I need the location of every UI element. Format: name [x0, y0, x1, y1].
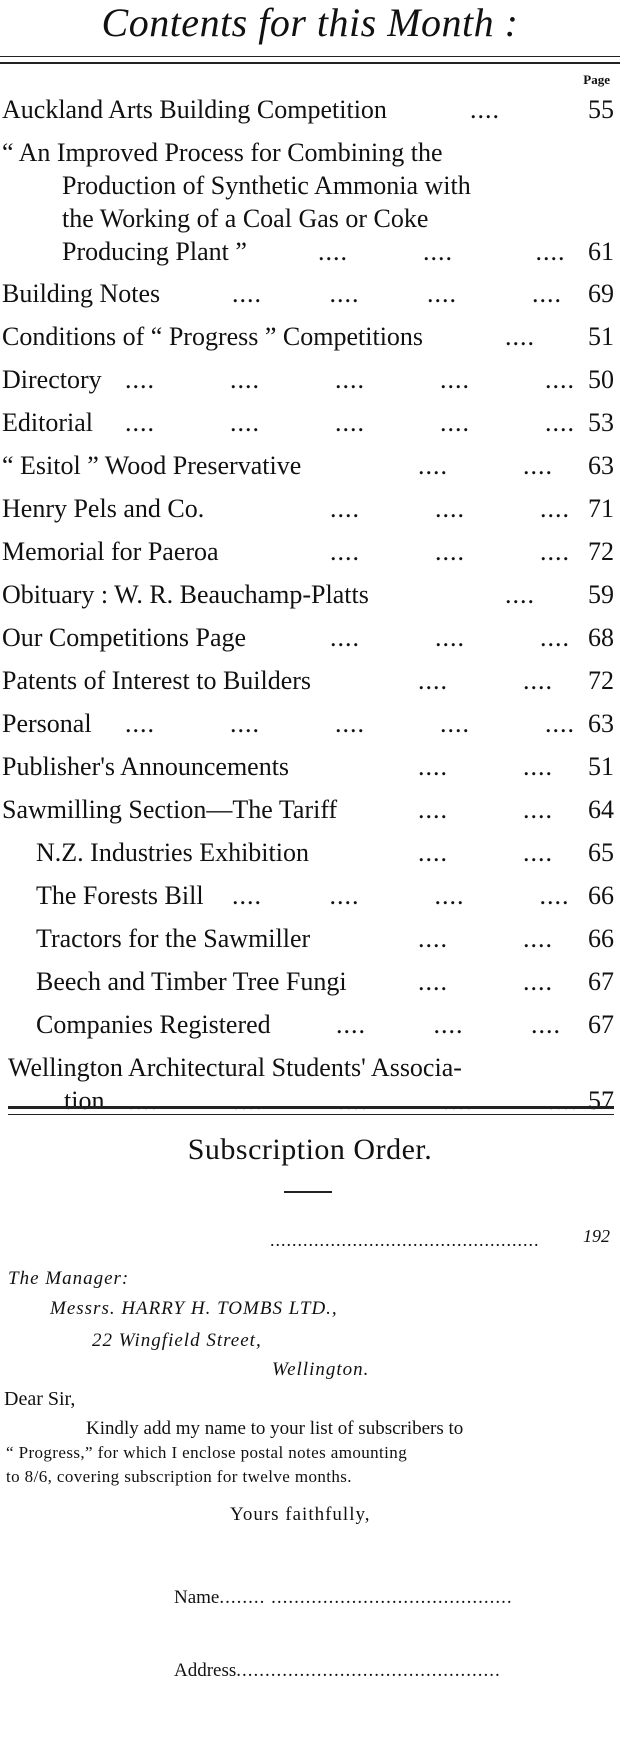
toc-title: Henry Pels and Co.	[2, 494, 205, 523]
toc-title: N.Z. Industries Exhibition	[36, 838, 309, 867]
toc-title: Conditions of “ Progress ” Competitions	[2, 322, 424, 351]
toc-title: “ Esitol ” Wood Preservative	[2, 451, 302, 480]
name-label: Name	[174, 1587, 220, 1608]
toc-title: Our Competitions Page	[2, 623, 247, 652]
body-line: to 8/6, covering subscription for twelve months.	[6, 1467, 352, 1486]
toc-title: Companies Registered	[36, 1010, 271, 1039]
date-year: 192	[583, 1226, 610, 1246]
toc-page: 51	[588, 322, 614, 351]
toc-leader: .... .... ....	[336, 1010, 561, 1039]
body-line: Kindly add my name to your list of subscribers to	[86, 1418, 464, 1439]
toc-page: 65	[588, 838, 614, 867]
toc-leader: .... ....	[418, 451, 553, 480]
toc-leader: ....	[505, 322, 535, 351]
toc-page: 66	[588, 924, 614, 953]
page-column-label: Page	[583, 72, 610, 87]
toc-title-line: the Working of a Coal Gas or Coke	[62, 204, 429, 233]
toc-page: 67	[588, 967, 614, 996]
toc-leader: .... .... ....	[330, 537, 570, 566]
toc-title: Auckland Arts Building Competition	[2, 95, 387, 124]
toc-leader: .... .... .... .... ....	[125, 408, 575, 437]
toc-page: 53	[588, 408, 614, 437]
toc-leader: .... .... ....	[318, 237, 566, 266]
toc-page: 63	[588, 709, 614, 738]
company-name: Messrs. HARRY H. TOMBS LTD.,	[50, 1298, 338, 1319]
name-row[interactable]	[174, 1587, 513, 1609]
subscription-title: Subscription Order.	[187, 1133, 433, 1166]
toc-leader: .... .... ....	[330, 494, 570, 523]
toc-title: Building Notes	[2, 279, 161, 308]
toc-page: 68	[588, 623, 614, 652]
toc-page: 72	[588, 666, 614, 695]
toc-leader: .... ....	[418, 924, 553, 953]
toc-page: 50	[588, 365, 614, 394]
toc-page: 64	[588, 795, 614, 824]
toc-leader: ....	[470, 95, 500, 124]
toc-title-line: Wellington Architectural Students' Associa-	[8, 1053, 462, 1082]
toc-leader: .... ....	[418, 967, 553, 996]
toc-page: 63	[588, 451, 614, 480]
toc-title-line: Production of Synthetic Ammonia with	[62, 171, 471, 200]
top-divider	[0, 56, 620, 64]
toc-page: 61	[588, 237, 614, 266]
toc-title-line: “ An Improved Process for Combining the	[2, 138, 443, 167]
toc-leader: .... ....	[418, 838, 553, 867]
toc-title: Beech and Timber Tree Fungi	[36, 967, 347, 996]
toc-page: 51	[588, 752, 614, 781]
toc-leader: .... .... ....	[330, 623, 570, 652]
toc-title: Sawmilling Section—The Tariff	[2, 795, 338, 824]
address-row[interactable]	[174, 1660, 501, 1682]
address-label: Address	[174, 1660, 237, 1681]
page-title: Contents for this Month :	[101, 0, 519, 45]
city: Wellington.	[272, 1359, 370, 1380]
toc-title: Personal	[2, 709, 92, 738]
toc-page: 57	[588, 1086, 614, 1115]
toc-leader: .... ....	[418, 795, 553, 824]
street-address: 22 Wingfield Street,	[92, 1330, 262, 1351]
name-field[interactable]: ........ ..........................................	[219, 1587, 513, 1608]
toc-page: 67	[588, 1010, 614, 1039]
section-divider	[8, 1106, 614, 1115]
date-field[interactable]: .................................................	[270, 1230, 540, 1250]
toc-leader: .... ....	[418, 752, 553, 781]
toc-page: 71	[588, 494, 614, 523]
body-line: “ Progress,” for which I enclose postal notes amounting	[6, 1443, 408, 1462]
toc-page: 66	[588, 881, 614, 910]
toc-title: Obituary : W. R. Beauchamp-Platts	[2, 580, 369, 609]
toc-leader: .... ....	[418, 666, 553, 695]
toc-title: Editorial	[2, 408, 93, 437]
toc-leader: .... .... .... .... ....	[125, 709, 575, 738]
toc-page: 59	[588, 580, 614, 609]
toc-title-line: Producing Plant ”	[62, 237, 247, 266]
toc-title: Tractors for the Sawmiller	[36, 924, 311, 953]
title-underline	[284, 1191, 332, 1193]
toc-title: Directory	[2, 365, 102, 394]
toc-leader: ....	[505, 580, 535, 609]
toc-page: 55	[588, 95, 614, 124]
toc-page: 72	[588, 537, 614, 566]
toc-title: Patents of Interest to Builders	[2, 666, 312, 695]
toc-title: The Forests Bill	[36, 881, 204, 910]
toc-leader: .... .... .... ....	[232, 881, 570, 910]
toc-leader: .... .... .... ....	[232, 279, 562, 308]
address-field[interactable]: ..............................................	[236, 1660, 501, 1681]
toc-title-line: tion	[64, 1086, 105, 1115]
toc-title: Memorial for Paeroa	[2, 537, 219, 566]
toc-title: Publisher's Announcements	[2, 752, 290, 781]
toc-page: 69	[588, 279, 614, 308]
salutation: Dear Sir,	[4, 1388, 76, 1410]
closing: Yours faithfully,	[230, 1504, 371, 1525]
toc-leader: .... .... .... .... ....	[125, 365, 575, 394]
toc-leader: .... .... .... .... ....	[128, 1086, 578, 1115]
addressee: The Manager:	[8, 1268, 130, 1289]
